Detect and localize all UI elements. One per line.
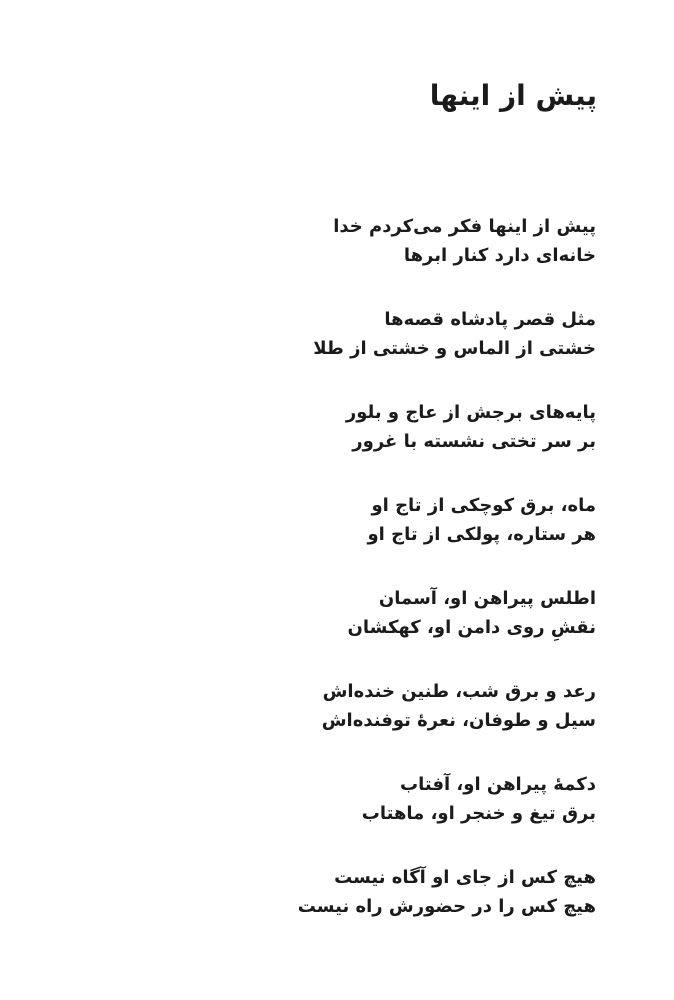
- stanza-6: [176, 677, 596, 770]
- verse-line: بر سر تختی نشسته با غرور: [352, 431, 596, 452]
- verse-line: هر ستاره، پولکی از تاج او: [367, 524, 596, 545]
- verse-line: پایه‌های برجش از عاج و بلور: [345, 402, 596, 423]
- verse-line: مثل قصر پادشاه قصه‌ها: [384, 309, 596, 330]
- verse-line: دکمهٔ پیراهن او، آفتاب: [400, 774, 596, 795]
- verse-line: نقشِ روی دامن او، کهکشان: [347, 617, 596, 638]
- verse-line: خشتی از الماس و خشتی از طلا: [313, 338, 596, 359]
- poem-title: پیش از اینها: [429, 79, 597, 112]
- verse-line: پیش از اینها فکر می‌کردم خدا: [333, 216, 596, 237]
- verse-line: هیچ کس از جای او آگاه نیست: [334, 867, 596, 888]
- stanza-7: [176, 770, 596, 863]
- stanza-2: [176, 305, 596, 398]
- stanza-3: [176, 398, 596, 491]
- stanza-1: [176, 212, 596, 305]
- stanza-4: [176, 491, 596, 584]
- stanza-8: [176, 863, 596, 956]
- verse-line: سیل و طوفان، نعرهٔ توفنده‌اش: [321, 710, 596, 731]
- verse-line: برق تیغ و خنجر او، ماهتاب: [361, 803, 596, 824]
- verse-line: هیچ کس را در حضورش راه نیست: [297, 896, 596, 917]
- poem-body: [176, 212, 596, 956]
- verse-line: رعد و برق شب، طنین خنده‌اش: [322, 681, 596, 702]
- verse-line: اطلس پیراهن او، آسمان: [378, 588, 596, 609]
- stanza-5: [176, 584, 596, 677]
- verse-line: ماه، برق کوچکی از تاج او: [371, 495, 596, 516]
- verse-line: خانه‌ای دارد کنار ابرها: [403, 245, 596, 266]
